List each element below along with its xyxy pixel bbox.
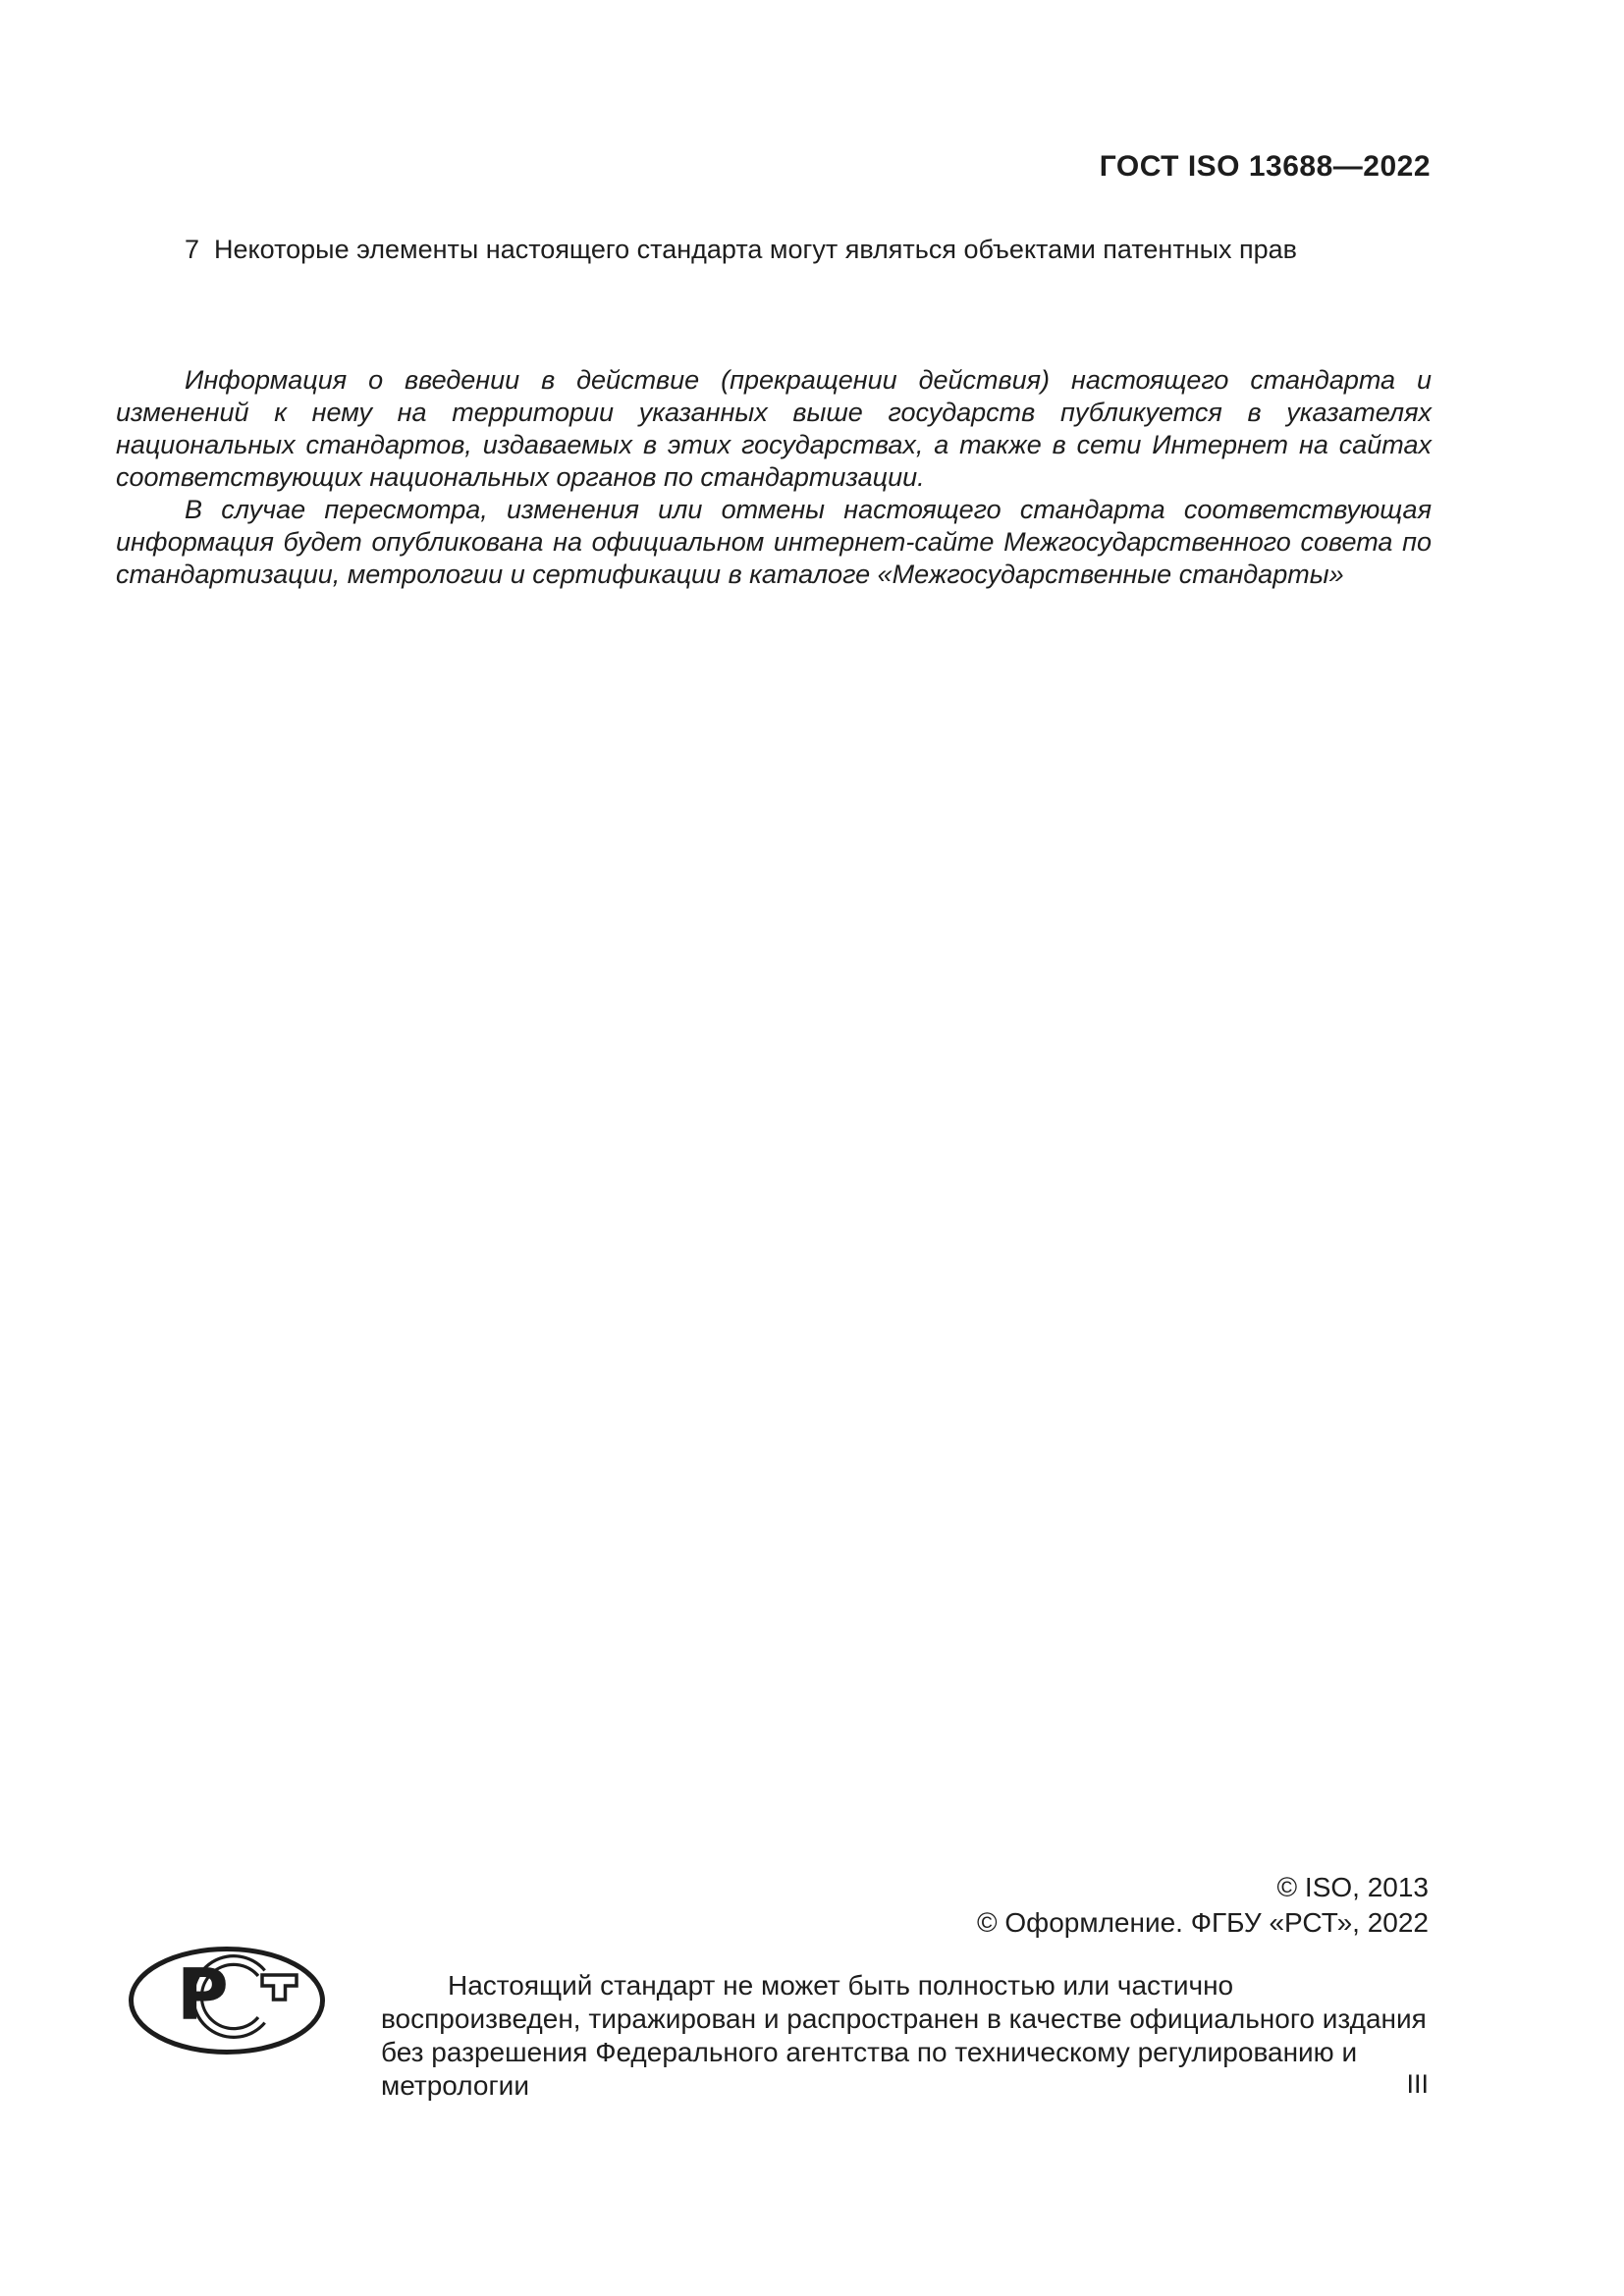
copyright-design: © Оформление. ФГБУ «РСТ», 2022 [976,1907,1429,1938]
copyright-block [977,1870,1429,1941]
clause-7-text: 7 Некоторые элементы настоящего стандарта могут являться объектами патентных прав [185,235,1297,264]
intro-paragraph-1: Информация о введении в действие (прекращении действия) настоящего стандарта и изменений к нему на территории указанных выше государств публикуется в указателях национальных стандартов, издаваемых в этих государствах, а также в сети Интернет на сайтах соответствующих национальных органов по стандартизации. [116,365,1432,492]
rst-certification-mark-icon [128,1946,336,2061]
copyright-iso: © ISO, 2013 [1276,1872,1429,1902]
restriction-notice: Настоящий стандарт не может быть полностью или частично воспроизведен, тиражирован и распространен в качестве официального издания без разрешения Федерального агентства по техническому регулированию и метрологии [381,1970,1427,2101]
page-number: III [1406,2069,1429,2099]
standard-code-header: ГОСТ ISO 13688—2022 [1099,150,1431,183]
logo-letter-p: Р [177,1953,229,2036]
intro-block [116,364,1432,591]
intro-paragraph-2: В случае пересмотра, изменения или отмены настоящего стандарта соответствующая информация будет опубликована на официальном интернет-сайте Межгосударственного совета по стандартизации, метрологии и сертификации в каталоге «Межгосударственные стандарты» [116,495,1432,589]
logo-letter-t [262,1975,297,2000]
